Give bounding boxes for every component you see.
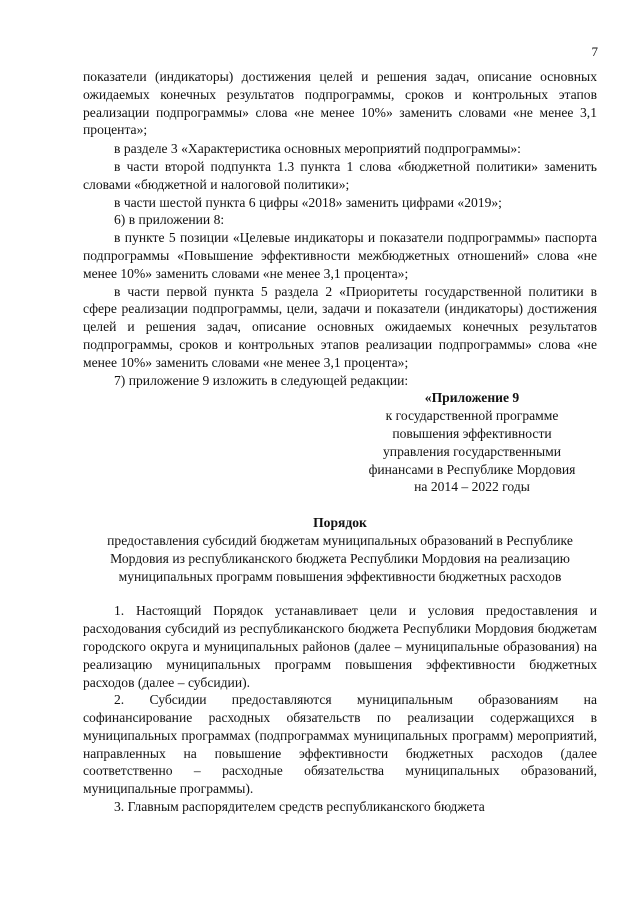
appendix-line: на 2014 – 2022 годы <box>414 479 530 495</box>
paragraph-point-5-position: в пункте 5 позиции «Целевые индикаторы и показатели подпрограммы» паспорта подпрограммы «Повышение эффективности межбюджетных отношений» слова «не менее 10%» заменить словами «не менее 3,1 процента»; <box>83 230 597 281</box>
page-number: 7 <box>591 44 598 59</box>
paragraph-continuation: показатели (индикаторы) достижения целей и решения задач, описание основных ожидаемых конечных результатов подпрограммы, сроков и контрольных этапов реализации подпрограммы» слова «не менее 10%» заменить словами «не менее 3,1 процента»; <box>83 69 597 138</box>
appendix-line: финансами в Республике Мордовия <box>368 461 576 477</box>
paragraph-section-3: в разделе 3 «Характеристика основных мероприятий подпрограммы»: <box>114 141 521 157</box>
paragraph-item-3: 3. Главным распорядителем средств республиканского бюджета <box>114 799 485 815</box>
paragraph-item-2: 2. Субсидии предоставляются муниципальным образованиям на софинансирование расходных обязательств по реализации содержащихся в муниципальных программах (подпрограммах муниципальных программ) мероприятий, направленных на повышение эффективности бюджетных расходов (далее соответственно – расходные обязательства муниципальных образований, муниципальные программы). <box>83 692 597 797</box>
order-title: Порядок <box>313 515 367 531</box>
document-body <box>83 68 597 816</box>
paragraph-appendix-8: 6) в приложении 8: <box>114 212 225 228</box>
appendix-title: «Приложение 9 <box>424 390 520 406</box>
appendix-line: управления государственными <box>383 443 561 459</box>
appendix-heading <box>347 389 597 496</box>
appendix-line: к государственной программе <box>385 408 559 424</box>
paragraph-subpoint-1-3: в части второй подпункта 1.3 пункта 1 слова «бюджетной политики» заменить словами «бюджетной и налоговой политики»; <box>83 158 597 192</box>
paragraph-item-1: 1. Настоящий Порядок устанавливает цели и условия предоставления и расходования субсидий из республиканского бюджета Республики Мордовия бюджетам городского округа и муниципальных районов (далее – муниципальные образования) на реализацию муниципальных программ повышения эффективности бюджетных расходов (далее – субсидии). <box>83 603 597 690</box>
paragraph-point-6: в части шестой пункта 6 цифры «2018» заменить цифрами «2019»; <box>114 194 502 210</box>
paragraph-point-5-section-2: в части первой пункта 5 раздела 2 «Приоритеты государственной политики в сфере реализации подпрограммы, цели, задачи и показатели (индикаторы) достижения целей и решения задач, описание основных ожидаемых конечных результатов подпрограммы, сроков и контрольных этапов реализации подпрограммы» слова «не менее 10%» заменить словами «не менее 3,1 процента»; <box>83 283 597 370</box>
order-subtitle: предоставления субсидий бюджетам муниципальных образований в Республике Мордовия из республиканского бюджета Республики Мордовия на реализацию муниципальных программ повышения эффективности бюджетных расходов <box>107 532 573 584</box>
appendix-line: повышения эффективности <box>392 425 552 441</box>
paragraph-appendix-9-intro: 7) приложение 9 изложить в следующей редакции: <box>114 372 409 388</box>
